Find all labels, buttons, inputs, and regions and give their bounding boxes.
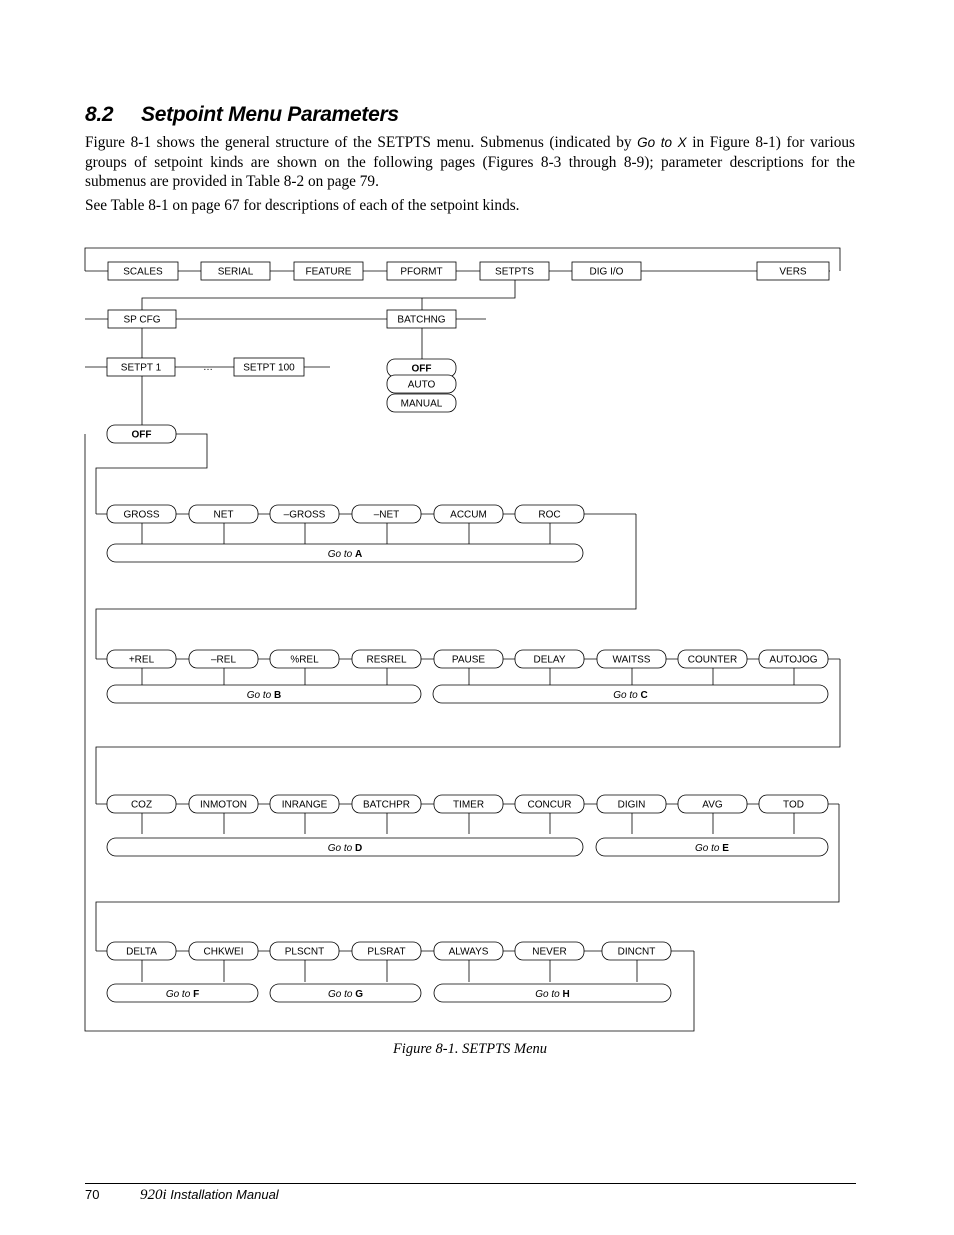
kind-plsrat-label: PLSRAT bbox=[367, 946, 406, 958]
kind-net-label: –NET bbox=[373, 509, 400, 521]
menu-scales-label: SCALES bbox=[123, 266, 163, 278]
kind-gross-label: –GROSS bbox=[283, 509, 326, 521]
goto-c-bar bbox=[433, 685, 828, 703]
goto-drops bbox=[142, 523, 794, 982]
menu-serial-label: SERIAL bbox=[217, 266, 254, 278]
kind-timer bbox=[434, 795, 503, 813]
kind-rel bbox=[107, 650, 176, 668]
kind-delta bbox=[107, 942, 176, 960]
kind-never bbox=[515, 942, 584, 960]
goto-e-bar-label: Go to E bbox=[695, 843, 729, 854]
kind-dincnt bbox=[602, 942, 671, 960]
goto-d-bar-label: Go to D bbox=[327, 843, 363, 854]
goto-f-bar-label: Go to F bbox=[165, 989, 200, 1000]
kind-autojog bbox=[759, 650, 828, 668]
kind-tod-label: TOD bbox=[783, 799, 804, 811]
goto-x-term: Go to X bbox=[637, 135, 687, 150]
kind-net bbox=[189, 505, 258, 523]
menu-feature-label: FEATURE bbox=[305, 266, 352, 278]
kind-never-label: NEVER bbox=[532, 946, 567, 958]
kind-chkwei bbox=[189, 942, 258, 960]
kind-net-label: NET bbox=[213, 509, 234, 521]
kind-avg-label: AVG bbox=[702, 799, 723, 811]
goto-a-bar-label: Go to A bbox=[327, 549, 363, 560]
kind-roc bbox=[515, 505, 584, 523]
page-number: 70 bbox=[85, 1187, 100, 1202]
goto-b-bar-label: Go to B bbox=[246, 690, 282, 701]
goto-e-bar bbox=[596, 838, 828, 856]
goto-f-bar bbox=[107, 984, 258, 1002]
menu-serial bbox=[201, 262, 270, 280]
kind-counter bbox=[678, 650, 747, 668]
kind-always bbox=[434, 942, 503, 960]
kind-autojog-label: AUTOJOG bbox=[769, 654, 818, 666]
menu-pformt bbox=[387, 262, 456, 280]
kind-rel-label: +REL bbox=[128, 654, 155, 666]
batchng-option-off-label: OFF bbox=[411, 363, 432, 375]
diagram-connectors bbox=[85, 248, 840, 1031]
kind-avg bbox=[678, 795, 747, 813]
kind-gross-label: GROSS bbox=[123, 509, 160, 521]
kind-concur bbox=[515, 795, 584, 813]
kind-plscnt-label: PLSCNT bbox=[284, 946, 325, 958]
menu-sp-cfg-label: SP CFG bbox=[123, 314, 161, 326]
kind-plscnt bbox=[270, 942, 339, 960]
setpoint-kinds-paragraph: See Table 8-1 on page 67 for descriptions of each of the setpoint kinds. bbox=[85, 197, 520, 214]
kind-delay-label: DELAY bbox=[533, 654, 566, 666]
goto-b-bar bbox=[107, 685, 421, 703]
kind-coz-label: COZ bbox=[130, 799, 153, 811]
menu-scales bbox=[108, 262, 178, 280]
menu-feature bbox=[294, 262, 363, 280]
menu-setpt-1-label: SETPT 1 bbox=[120, 362, 162, 374]
goto-h-bar-label: Go to H bbox=[535, 989, 570, 1000]
kind-tod bbox=[759, 795, 828, 813]
section-number: 8.2 bbox=[85, 103, 114, 126]
kind-inmoton bbox=[189, 795, 258, 813]
goto-g-bar-label: Go to G bbox=[327, 989, 364, 1000]
batchng-option-auto bbox=[387, 375, 456, 393]
kind-waitss bbox=[597, 650, 666, 668]
kind-concur-label: CONCUR bbox=[527, 799, 572, 811]
goto-c-bar-label: Go to C bbox=[613, 690, 648, 701]
kind-coz bbox=[107, 795, 176, 813]
footer-rule bbox=[85, 1183, 856, 1184]
kind-accum-label: ACCUM bbox=[450, 509, 487, 521]
section-title: Setpoint Menu Parameters bbox=[141, 103, 399, 126]
kind-resrel-label: RESREL bbox=[366, 654, 407, 666]
kind-gross bbox=[270, 505, 339, 523]
batchng-option-manual-label: MANUAL bbox=[400, 398, 443, 410]
kind-pause-label: PAUSE bbox=[451, 654, 486, 666]
batchng-option-auto-label: AUTO bbox=[407, 379, 436, 391]
goto-a-bar bbox=[107, 544, 583, 562]
menu-batchng-label: BATCHNG bbox=[397, 314, 446, 326]
batchng-option-off bbox=[387, 359, 456, 377]
page-footer bbox=[85, 1187, 279, 1204]
goto-bars bbox=[107, 544, 828, 1002]
menu-vers-label: VERS bbox=[779, 266, 807, 278]
kind-delay bbox=[515, 650, 584, 668]
goto-g-bar bbox=[270, 984, 421, 1002]
goto-h-bar bbox=[434, 984, 671, 1002]
kind-delta-label: DELTA bbox=[126, 946, 157, 958]
kind-counter-label: COUNTER bbox=[687, 654, 738, 666]
kind-inrange bbox=[270, 795, 339, 813]
menu-sp-cfg bbox=[108, 310, 176, 328]
kind-accum bbox=[434, 505, 503, 523]
kind-digin bbox=[597, 795, 666, 813]
batchng-option-manual bbox=[387, 394, 456, 412]
figure-caption: Figure 8-1. SETPTS Menu bbox=[392, 1041, 548, 1057]
manual-title: Installation Manual bbox=[166, 1187, 279, 1202]
kind-gross bbox=[107, 505, 176, 523]
kind-digin-label: DIGIN bbox=[617, 799, 646, 811]
intro-text-2: in Figure 8-1) for various groups of setpoint kinds are shown on the following pages (Figures 8-3 through 8-9); parameter descriptions for the submenus are provided in Table 8-2 on page 79. bbox=[85, 134, 856, 190]
menu-dig-i-o-label: DIG I/O bbox=[589, 266, 624, 278]
menu-vers bbox=[757, 262, 829, 280]
menu-pformt-label: PFORMT bbox=[400, 266, 443, 278]
kind-batchpr-label: BATCHPR bbox=[362, 799, 411, 811]
goto-d-bar bbox=[107, 838, 583, 856]
kind-chkwei-label: CHKWEI bbox=[203, 946, 244, 958]
kind-rel-label: %REL bbox=[290, 654, 319, 666]
kind-rel bbox=[270, 650, 339, 668]
menu-setpt-100-label: SETPT 100 bbox=[243, 362, 295, 374]
intro-text-1: Figure 8-1 shows the general structure of the SETPTS menu. Submenus (indicated by bbox=[85, 134, 638, 151]
kind-off bbox=[107, 425, 176, 443]
menu-batchng bbox=[387, 310, 456, 328]
menu-setpt-1 bbox=[107, 358, 175, 376]
menu-setpts-label: SETPTS bbox=[495, 266, 534, 278]
kind-plsrat bbox=[352, 942, 421, 960]
kind-dincnt-label: DINCNT bbox=[617, 946, 656, 958]
kind-off-label: OFF bbox=[131, 429, 152, 441]
kind-waitss-label: WAITSS bbox=[612, 654, 651, 666]
kind-rel bbox=[189, 650, 258, 668]
menu-setpts bbox=[480, 262, 549, 280]
kind-roc-label: ROC bbox=[538, 509, 561, 521]
menu-setpt-100 bbox=[234, 358, 304, 376]
kind-inrange-label: INRANGE bbox=[281, 799, 328, 811]
manual-model: 920i bbox=[140, 1187, 167, 1203]
kind-resrel bbox=[352, 650, 421, 668]
kind-batchpr bbox=[352, 795, 421, 813]
kind-net bbox=[352, 505, 421, 523]
kind-always-label: ALWAYS bbox=[448, 946, 489, 958]
menu-dig-i-o bbox=[572, 262, 641, 280]
kind-inmoton-label: INMOTON bbox=[199, 799, 248, 811]
setpoint-range-ellipsis: … bbox=[203, 362, 213, 373]
kind-rel-label: –REL bbox=[210, 654, 237, 666]
kind-timer-label: TIMER bbox=[452, 799, 485, 811]
kind-pause bbox=[434, 650, 503, 668]
